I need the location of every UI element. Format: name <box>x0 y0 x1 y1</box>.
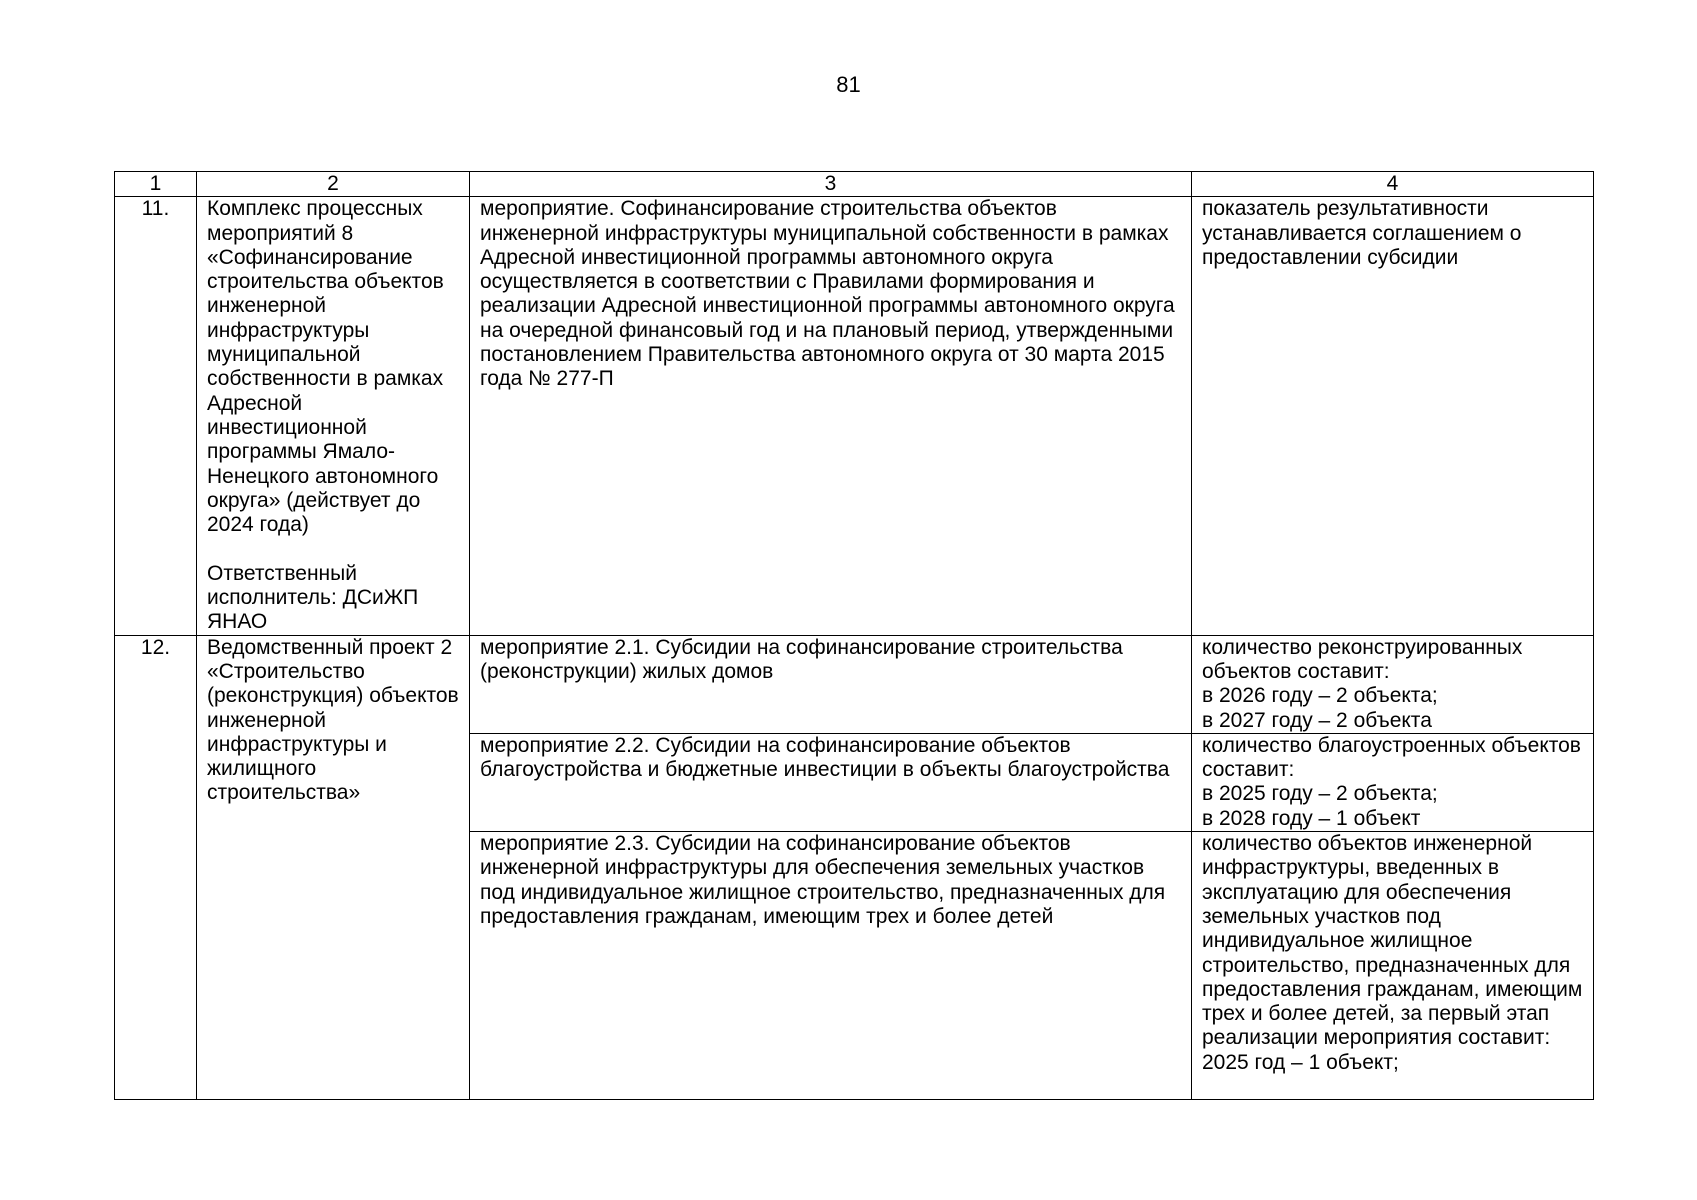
table-row-12-item-1 <box>115 635 1594 733</box>
activity-cell: мероприятие 2.2. Субсидии на софинансирование объектов благоустройства и бюджетные инвестиции в объекты благоустройства <box>470 733 1192 831</box>
column-header-4: 4 <box>1192 172 1594 197</box>
row-number: 12. <box>115 635 197 1099</box>
result-cell: количество реконструированных объектов составит: в 2026 году – 2 объекта; в 2027 году – 2 объекта <box>1192 635 1594 733</box>
activity-cell: мероприятие. Софинансирование строительства объектов инженерной инфраструктуры муниципальной собственности в рамках Адресной инвестиционной программы автономного округа осуществляется в соответствии с Правилами формирования и реализации Адресной инвестиционной программы автономного округа на очередной финансовый год и на плановый период, утвержденными постановлением Правительства автономного округа от 30 марта 2015 года № 277-П <box>470 197 1192 635</box>
program-name-cell: Комплекс процессных мероприятий 8 «Софинансирование строительства объектов инженерной инфраструктуры муниципальной собственности в рамках Адресной инвестиционной программы Ямало-Ненецкого автономного округа» (действует до 2024 года) Ответственный исполнитель: ДСиЖП ЯНАО <box>197 197 470 635</box>
table-header-row <box>115 172 1594 197</box>
table-row-11 <box>115 197 1594 635</box>
column-header-1: 1 <box>115 172 197 197</box>
row-number: 11. <box>115 197 197 635</box>
project-name-cell: Ведомственный проект 2 «Строительство (реконструкция) объектов инженерной инфраструктуры и жилищного строительства» <box>197 635 470 1099</box>
activity-cell: мероприятие 2.3. Субсидии на софинансирование объектов инженерной инфраструктуры для обеспечения земельных участков под индивидуальное жилищное строительство, предназначенных для предоставления гражданам, имеющим трех и более детей <box>470 832 1192 1100</box>
column-header-2: 2 <box>197 172 470 197</box>
activity-cell: мероприятие 2.1. Субсидии на софинансирование строительства (реконструкции) жилых домов <box>470 635 1192 733</box>
column-header-3: 3 <box>470 172 1192 197</box>
result-cell: показатель результативности устанавливается соглашением о предоставлении субсидии <box>1192 197 1594 635</box>
program-activities-table <box>114 171 1594 1100</box>
result-cell: количество объектов инженерной инфраструктуры, введенных в эксплуатацию для обеспечения земельных участков под индивидуальное жилищное строительство, предназначенных для предоставления гражданам, имеющим трех и более детей, за первый этап реализации мероприятия составит: 2025 год – 1 объект; <box>1192 832 1594 1100</box>
page-number: 81 <box>836 72 861 97</box>
result-cell: количество благоустроенных объектов составит: в 2025 году – 2 объекта; в 2028 году – 1 объект <box>1192 733 1594 831</box>
